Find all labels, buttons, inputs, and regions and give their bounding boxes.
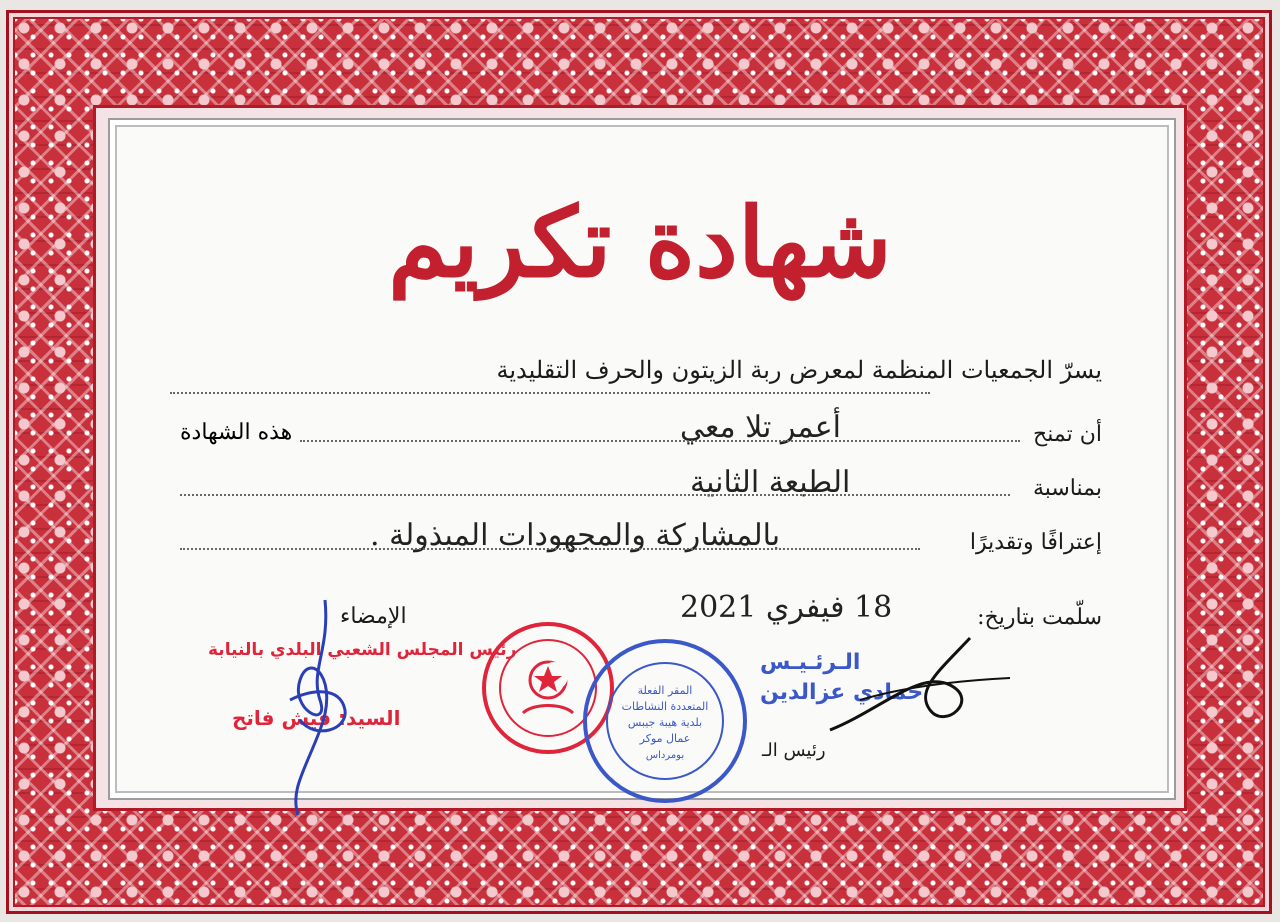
date-label: سلّمت بتاريخ: [977, 605, 1102, 630]
blue-stamp-icon [580, 636, 750, 806]
occasion-label: بمناسبة [1032, 476, 1102, 501]
dotted-line-3 [180, 494, 1010, 496]
recognition-row [970, 530, 1102, 555]
certificate-title: شهادة تكريم [388, 186, 892, 299]
dotted-line-4 [180, 548, 920, 550]
intro-text: يسرّ الجمعيات المنظمة لمعرض ربة الزيتون والحرف التقليدية [496, 356, 1102, 384]
president-name: حمادي عزالدين [760, 680, 924, 705]
stamp-line-1: المقر الفعلة [637, 684, 693, 697]
left-signature-icon [270, 590, 360, 820]
date-value: 18 فيفري 2021 [680, 590, 893, 625]
intro-line [170, 356, 1102, 384]
president-title: الـرئـيـس [760, 650, 861, 675]
mayor-title: رئيس المجلس الشعبي البلدي بالنيابة [208, 640, 517, 660]
stamp-line-4: عمال موكر [639, 732, 691, 745]
occasion-value: الطبعة الثانية [690, 465, 851, 500]
date-row [977, 605, 1102, 630]
right-signature-icon [820, 630, 1020, 740]
occasion-row [1033, 476, 1102, 501]
signature-label: الإمضاء [340, 604, 407, 629]
mayor-name: السيد: فيش فاتح [232, 706, 401, 730]
grant-row [1033, 422, 1102, 447]
grant-label: أن تمنح [1033, 422, 1102, 447]
dotted-line-1 [170, 392, 930, 394]
grant-end-text: هذه الشهادة [180, 420, 293, 445]
stamp-line-2: المتعددة النشاطات [621, 700, 709, 713]
stamp-line-3: بلدية هيبة جيبس [627, 716, 703, 729]
bottom-title: رئيس الـ [762, 740, 826, 761]
recipient-name: أعمر تلا معي [680, 410, 842, 445]
stamp-line-5: بومرداس [645, 750, 685, 761]
dotted-line-2 [300, 440, 1020, 442]
recognition-label: إعترافًا وتقديرًا [969, 530, 1102, 555]
recognition-value: بالمشاركة والمجهودات المبذولة . [370, 518, 781, 553]
